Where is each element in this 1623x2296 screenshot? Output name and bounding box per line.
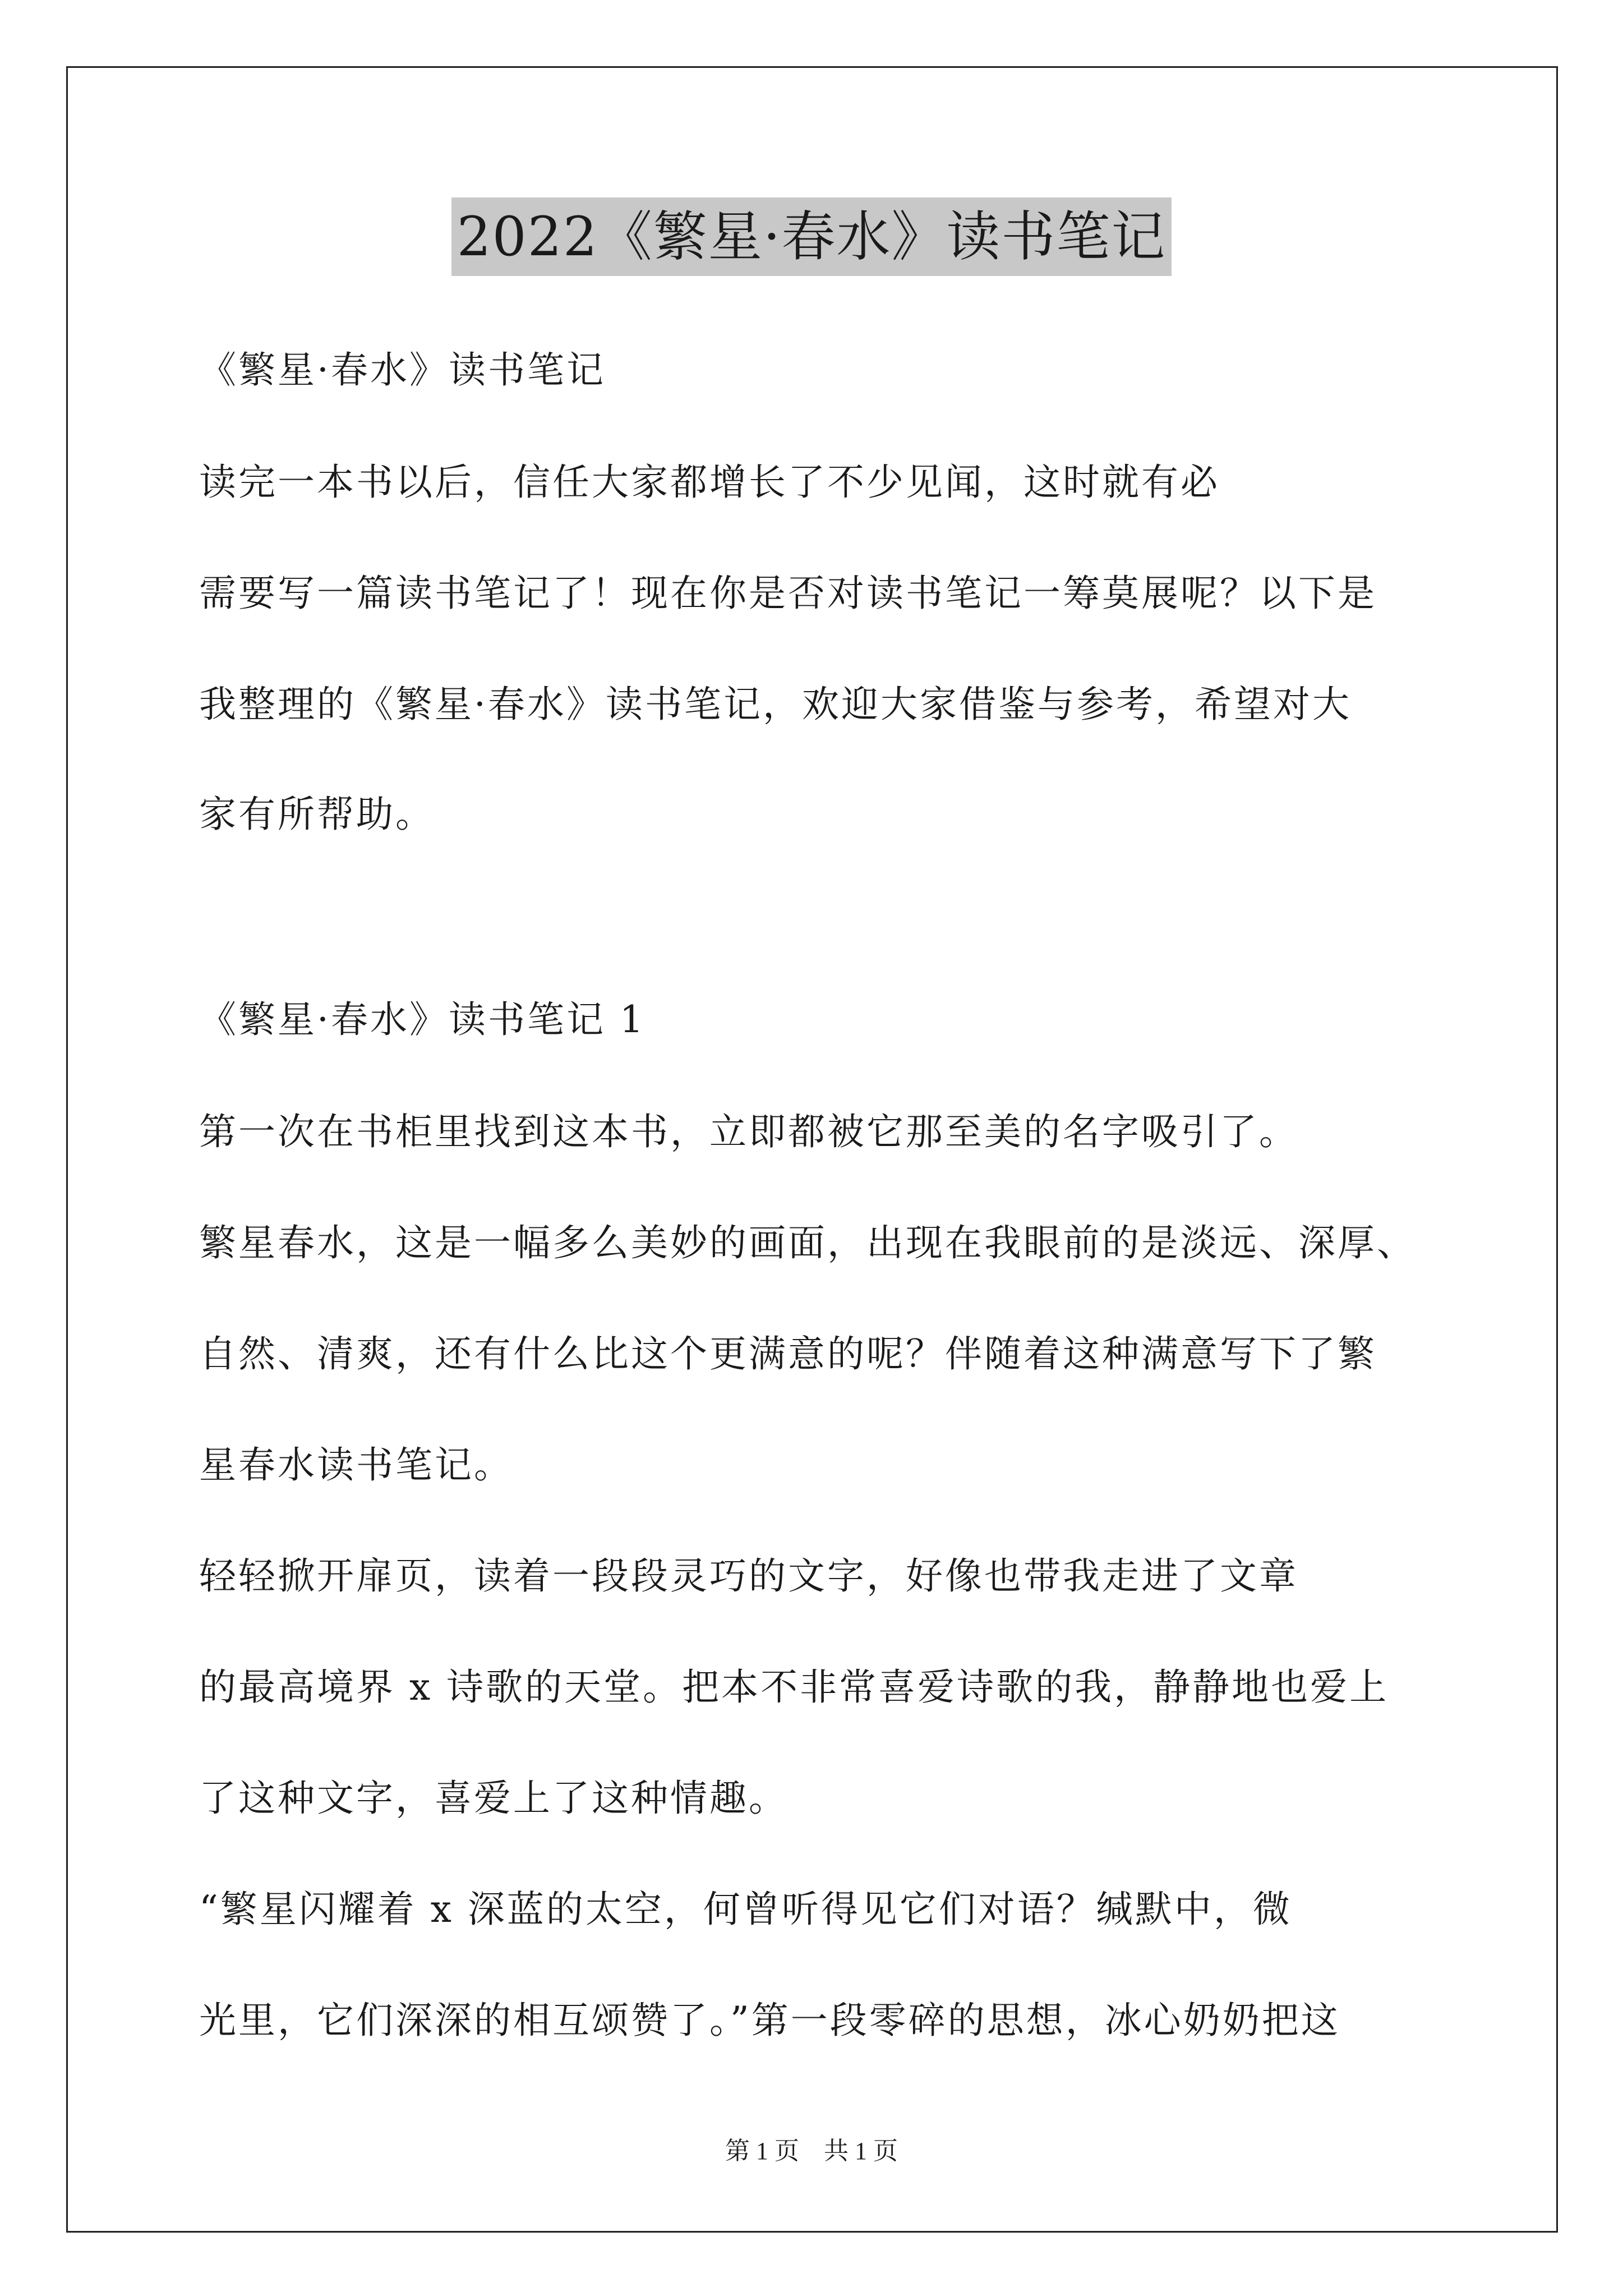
intro-line-3: 我整理的《繁星·春水》读书笔记，欢迎大家借鉴与参考，希望对大 xyxy=(199,683,1352,726)
document-title: 2022《繁星·春水》读书笔记 xyxy=(451,197,1172,276)
intro-line-1: 读完一本书以后，信任大家都增长了不少见闻，这时就有必 xyxy=(199,461,1220,504)
paragraph1-line-4: 星春水读书笔记。 xyxy=(199,1443,513,1487)
page-number-footer: 第 1 页 共 1 页 xyxy=(725,2137,898,2165)
paragraph2-line-3: 了这种文字，喜爱上了这种情趣。 xyxy=(199,1777,788,1820)
intro-line-2: 需要写一篇读书笔记了！现在你是否对读书笔记一筹莫展呢？以下是 xyxy=(199,572,1377,615)
section-heading: 《繁星·春水》读书笔记 1 xyxy=(199,998,645,1041)
paragraph3-line-2: 光里，它们深深的相互颂赞了。”第一段零碎的思想，冰心奶奶把这 xyxy=(199,1999,1340,2042)
intro-line-4: 家有所帮助。 xyxy=(199,793,435,836)
paragraph2-line-2: 的最高境界 x 诗歌的天堂。把本不非常喜爱诗歌的我，静静地也爱上 xyxy=(199,1665,1389,1709)
paragraph1-line-2: 繁星春水，这是一幅多么美妙的画面，出现在我眼前的是淡远、深厚、 xyxy=(199,1221,1416,1264)
paragraph1-line-1: 第一次在书柜里找到这本书，立即都被它那至美的名字吸引了。 xyxy=(199,1110,1298,1153)
document-subtitle: 《繁星·春水》读书笔记 xyxy=(199,348,606,392)
paragraph1-line-3: 自然、清爽，还有什么比这个更满意的呢？伴随着这种满意写下了繁 xyxy=(199,1332,1377,1375)
paragraph2-line-1: 轻轻掀开扉页，读着一段段灵巧的文字，好像也带我走进了文章 xyxy=(199,1554,1298,1598)
document-title-block xyxy=(0,197,1623,276)
paragraph3-line-1: “繁星闪耀着 x 深蓝的太空，何曾听得见它们对语？缄默中，微 xyxy=(199,1888,1292,1931)
